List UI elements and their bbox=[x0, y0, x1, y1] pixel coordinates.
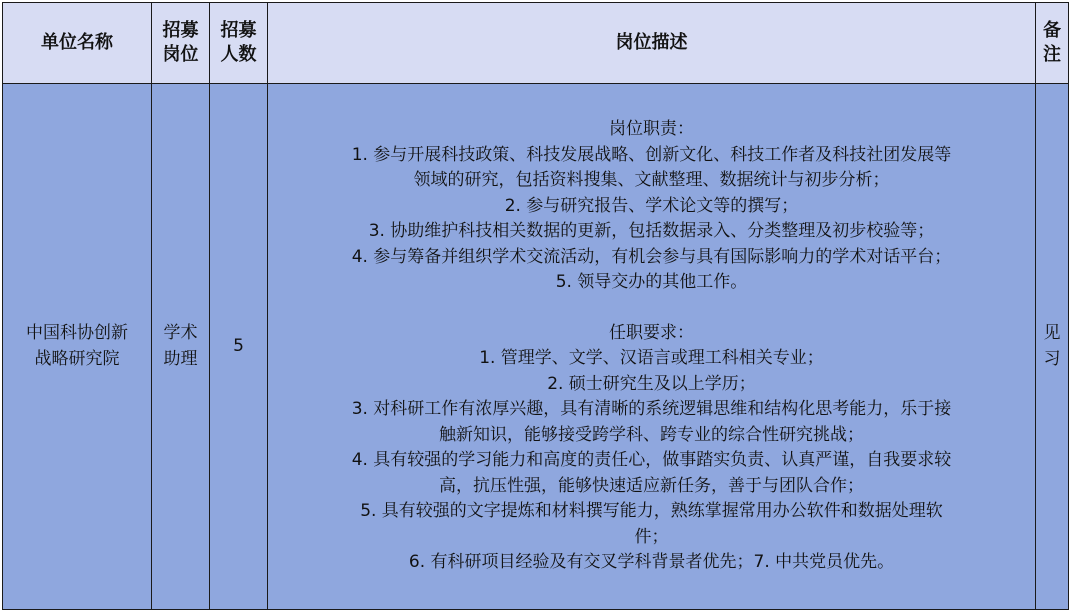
requirements-title: 任职要求： bbox=[609, 322, 694, 343]
recruitment-table bbox=[2, 2, 1069, 610]
header-position: 招募 岗位 bbox=[152, 3, 210, 84]
header-row bbox=[3, 3, 1069, 84]
requirement-line: 3. 对科研工作有浓厚兴趣，具有清晰的系统逻辑思维和结构化思考能力，乐于接 bbox=[351, 399, 952, 420]
cell-remark: 见 习 bbox=[1036, 84, 1069, 610]
requirement-line: 4. 具有较强的学习能力和高度的责任心，做事踏实负责、认真严谨，自我要求较 bbox=[351, 450, 952, 471]
requirement-line: 1. 管理学、文学、汉语言或理工科相关专业； bbox=[479, 348, 824, 369]
duties-title: 岗位职责： bbox=[609, 119, 694, 140]
header-count: 招募 人数 bbox=[210, 3, 268, 84]
duty-line: 5. 领导交办的其他工作。 bbox=[555, 272, 748, 293]
header-description: 岗位描述 bbox=[268, 3, 1036, 84]
cell-position: 学术 助理 bbox=[152, 84, 210, 610]
duty-line: 1. 参与开展科技政策、科技发展战略、创新文化、科技工作者及科技社团发展等 bbox=[351, 144, 952, 165]
requirement-line: 2. 硕士研究生及以上学历； bbox=[547, 373, 756, 394]
cell-unit-name: 中国科协创新 战略研究院 bbox=[3, 84, 152, 610]
requirement-line: 6. 有科研项目经验及有交叉学科背景者优先；7. 中共党员优先。 bbox=[408, 552, 895, 573]
requirement-line: 高，抗压性强，能够快速适应新任务，善于与团队合作； bbox=[439, 475, 864, 496]
table-row bbox=[3, 84, 1069, 610]
section-gap bbox=[268, 296, 1035, 321]
header-remark: 备 注 bbox=[1036, 3, 1069, 84]
header-unit-name: 单位名称 bbox=[3, 3, 152, 84]
requirement-line: 5. 具有较强的文字提炼和材料撰写能力，熟练掌握常用办公软件和数据处理软 bbox=[360, 501, 943, 522]
cell-count: 5 bbox=[210, 84, 268, 610]
duty-line: 3. 协助维护科技相关数据的更新，包括数据录入、分类整理及初步校验等； bbox=[368, 221, 935, 242]
duty-line: 4. 参与筹备并组织学术交流活动，有机会参与具有国际影响力的学术对话平台； bbox=[351, 246, 952, 267]
cell-description bbox=[268, 84, 1036, 610]
requirement-line: 件； bbox=[634, 526, 669, 547]
duty-line: 领域的研究，包括资料搜集、文献整理、数据统计与初步分析； bbox=[413, 170, 890, 191]
duty-line: 2. 参与研究报告、学术论文等的撰写； bbox=[504, 195, 799, 216]
requirement-line: 触新知识，能够接受跨学科、跨专业的综合性研究挑战； bbox=[439, 424, 864, 445]
